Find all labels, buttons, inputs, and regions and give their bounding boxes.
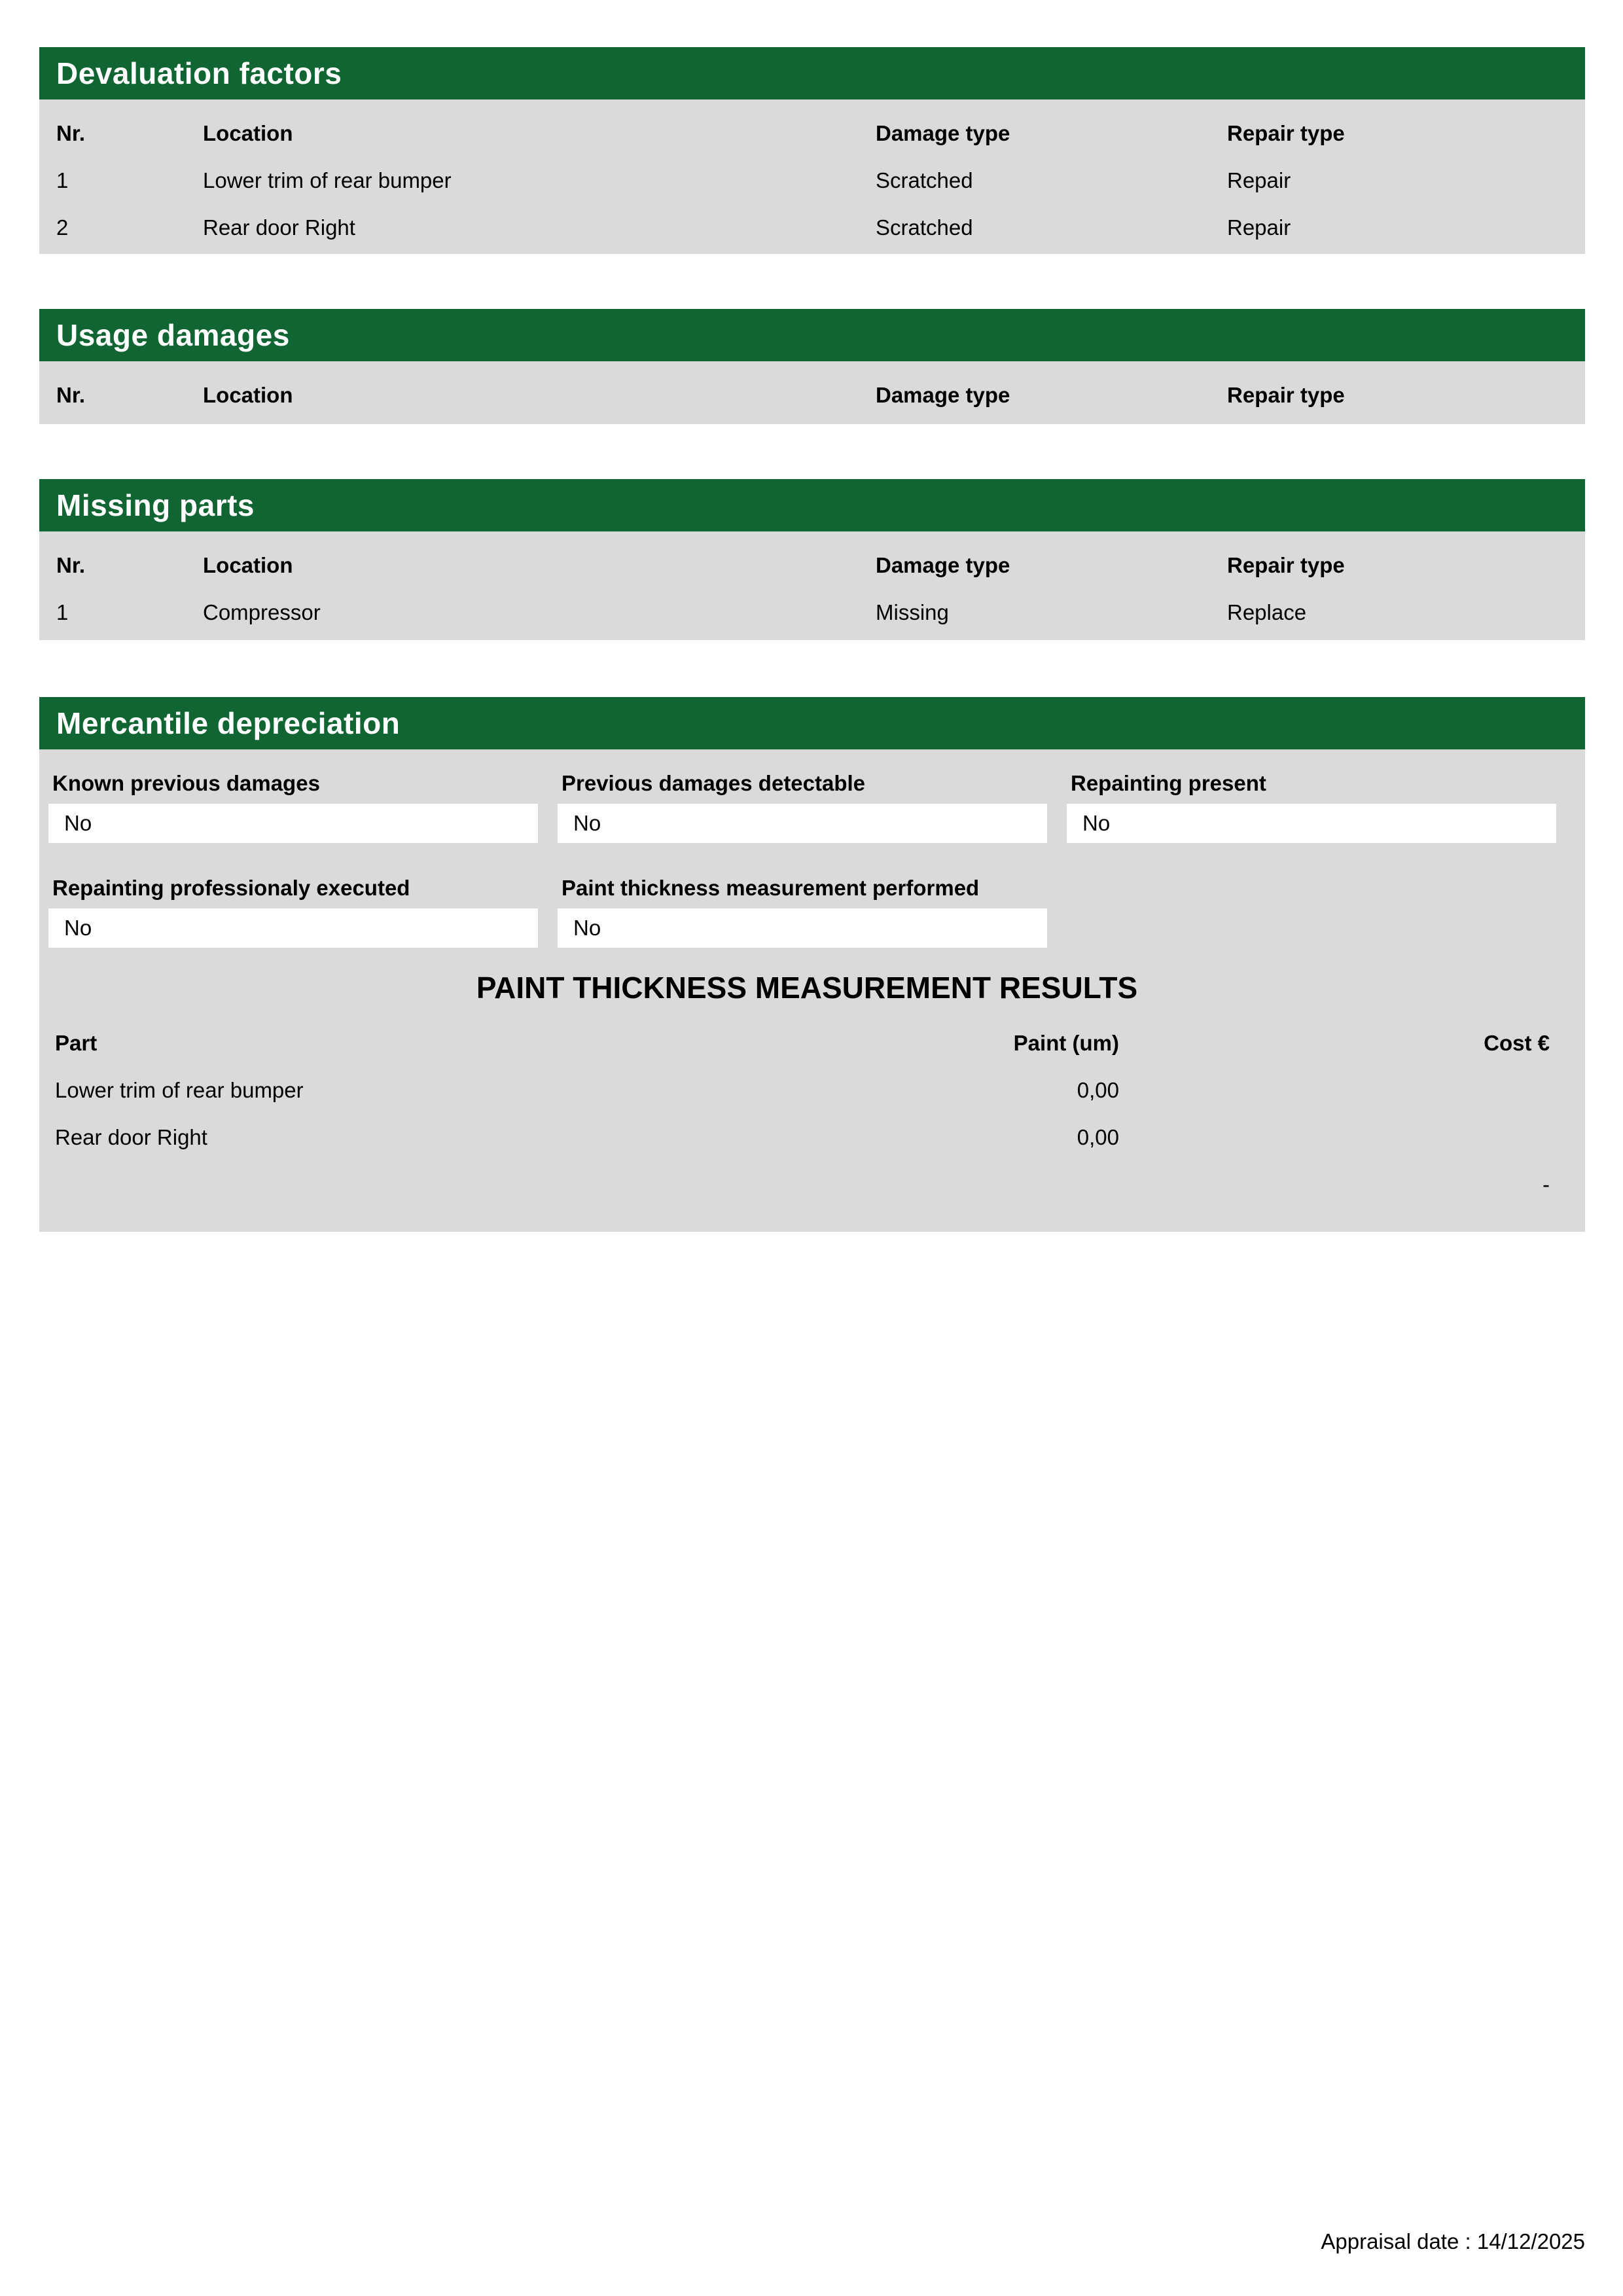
cell-part: Rear door Right (55, 1125, 207, 1149)
field-value: No (64, 811, 92, 835)
cell-damage-type: Missing (876, 600, 949, 624)
column-header-location: Location (203, 553, 293, 577)
total-cost-value: - (1543, 1172, 1550, 1196)
cell-damage-type: Scratched (876, 168, 973, 192)
table-header-row (39, 542, 1585, 589)
cell-repair-type: Replace (1227, 600, 1307, 624)
field-value: No (64, 916, 92, 940)
section-title: Usage damages (56, 318, 290, 352)
cell-location: Compressor (203, 600, 321, 624)
column-header-location: Location (203, 121, 293, 145)
section-mercantile-depreciation (39, 697, 1585, 1232)
repainting-present-value-box (1067, 804, 1556, 843)
report-content (39, 47, 1585, 1232)
field-label: Previous damages detectable (562, 771, 866, 795)
table-row (39, 157, 1585, 204)
cell-paint-um: 0,00 (1077, 1125, 1119, 1149)
known-previous-damages-value-box (48, 804, 538, 843)
paint-table-row (55, 1067, 1565, 1114)
cell-repair-type: Repair (1227, 215, 1291, 240)
column-header-damage-type: Damage type (876, 553, 1010, 577)
cell-location: Rear door Right (203, 215, 355, 240)
section-title: Missing parts (56, 488, 255, 522)
missing-parts-table (39, 531, 1585, 640)
mercantile-body (39, 749, 1585, 1232)
paint-thickness-results-table (48, 1020, 1565, 1208)
cell-paint-um: 0,00 (1077, 1078, 1119, 1102)
table-header-row (39, 110, 1585, 157)
field-value: No (1082, 811, 1111, 835)
section-missing-parts (39, 479, 1585, 640)
cell-damage-type: Scratched (876, 215, 973, 240)
cell-nr: 2 (56, 215, 69, 240)
column-header-repair-type: Repair type (1227, 383, 1345, 407)
column-header-repair-type: Repair type (1227, 553, 1345, 577)
table-header-row (39, 372, 1585, 419)
field-label: Repainting present (1071, 771, 1266, 795)
repainting-professionaly-executed-value-box (48, 908, 538, 948)
field-paint-thickness-measurement-performed (558, 876, 1047, 948)
column-header-repair-type: Repair type (1227, 121, 1345, 145)
section-title: Devaluation factors (56, 56, 342, 90)
appraisal-date-footer: Appraisal date : 14/12/2025 (1321, 2229, 1585, 2253)
field-value: No (573, 811, 601, 835)
cell-repair-type: Repair (1227, 168, 1291, 192)
paint-table-row (55, 1114, 1565, 1161)
table-row (39, 204, 1585, 251)
column-header-location: Location (203, 383, 293, 407)
devaluation-section-header (39, 47, 1585, 99)
column-header-part: Part (55, 1031, 98, 1055)
section-usage-damages (39, 309, 1585, 424)
paint-thickness-measurement-performed-value-box (558, 908, 1047, 948)
usage-section-header (39, 309, 1585, 361)
column-header-cost-eur: Cost € (1484, 1031, 1550, 1055)
cell-location: Lower trim of rear bumper (203, 168, 452, 192)
missing-section-header (39, 479, 1585, 531)
mercantile-section-header (39, 697, 1585, 749)
empty-field-slot (1067, 876, 1556, 948)
field-value: No (573, 916, 601, 940)
column-header-paint-um: Paint (um) (1013, 1031, 1119, 1055)
paint-table-total-row (55, 1161, 1565, 1208)
previous-damages-detectable-value-box (558, 804, 1047, 843)
field-repainting-present (1067, 771, 1556, 843)
paint-table-header-row (55, 1020, 1565, 1067)
devaluation-table (39, 99, 1585, 254)
mercantile-field-row-2 (48, 876, 1565, 948)
table-row (39, 589, 1585, 636)
cell-part: Lower trim of rear bumper (55, 1078, 304, 1102)
cell-nr: 1 (56, 600, 69, 624)
paint-thickness-results-title: PAINT THICKNESS MEASUREMENT RESULTS (476, 971, 1138, 1005)
mercantile-field-row-1 (48, 771, 1565, 843)
usage-table (39, 361, 1585, 424)
column-header-nr: Nr. (56, 383, 86, 407)
column-header-damage-type: Damage type (876, 121, 1010, 145)
section-devaluation-factors (39, 47, 1585, 254)
field-known-previous-damages (48, 771, 538, 843)
column-header-damage-type: Damage type (876, 383, 1010, 407)
column-header-nr: Nr. (56, 121, 86, 145)
cell-nr: 1 (56, 168, 69, 192)
field-label: Paint thickness measurement performed (562, 876, 980, 900)
field-label: Repainting professionaly executed (52, 876, 410, 900)
field-previous-damages-detectable (558, 771, 1047, 843)
column-header-nr: Nr. (56, 553, 86, 577)
field-label: Known previous damages (52, 771, 320, 795)
section-title: Mercantile depreciation (56, 706, 401, 740)
field-repainting-professionaly-executed (48, 876, 538, 948)
